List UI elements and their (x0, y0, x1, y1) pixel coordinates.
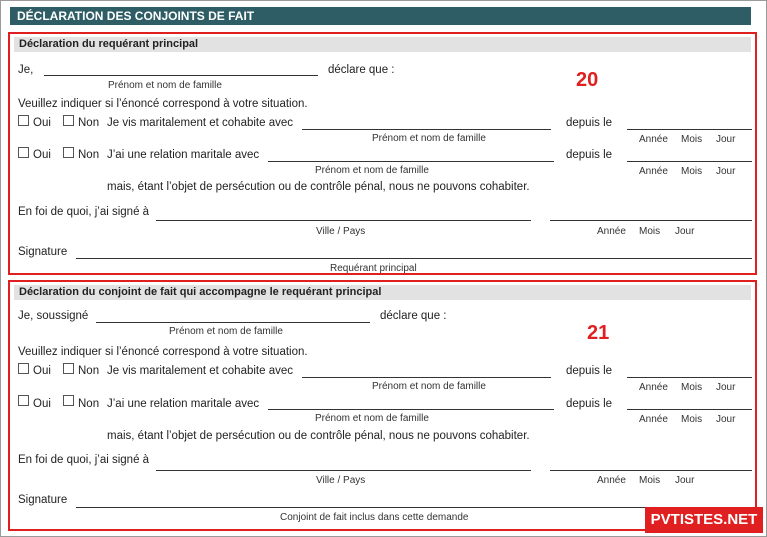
partner-name-field-2[interactable] (268, 161, 554, 162)
signature-label: Signature (18, 494, 68, 506)
section-title: Déclaration du conjoint de fait qui accompagne le requérant principal (14, 285, 751, 300)
date-field-1[interactable] (627, 377, 752, 378)
indicate-text: Veuillez indiquer si l’énoncé correspond à votre situation. (18, 346, 308, 358)
month-caption: Mois (681, 382, 703, 393)
signer-caption: Conjoint de fait inclus dans cette demande (280, 512, 469, 523)
section-title: Déclaration du requérant principal (14, 37, 751, 52)
year-caption: Année (639, 414, 668, 425)
no-label: Non (78, 149, 100, 161)
statement-cohabit: Je vis maritalement et cohabite avec (107, 365, 294, 377)
name-caption: Prénom et nom de famille (169, 326, 283, 337)
statement-relation: J’ai une relation maritale avec (107, 398, 260, 410)
no-label: Non (78, 117, 100, 129)
no-checkbox-cohabit[interactable] (63, 115, 74, 126)
persecution-text: mais, étant l’objet de persécution ou de contrôle pénal, nous ne pouvons cohabiter. (107, 181, 530, 193)
yes-checkbox-cohabit[interactable] (18, 363, 29, 374)
city-country-field[interactable] (156, 220, 531, 221)
no-checkbox-relation[interactable] (63, 395, 74, 406)
sign-date-field[interactable] (550, 470, 752, 471)
statement-cohabit: Je vis maritalement et cohabite avec (107, 117, 294, 129)
partner-name-caption-2: Prénom et nom de famille (315, 413, 429, 424)
since-label-2: depuis le (566, 149, 613, 161)
signer-caption: Requérant principal (330, 263, 417, 274)
no-label: Non (78, 365, 100, 377)
month-caption: Mois (681, 166, 703, 177)
yes-checkbox-relation[interactable] (18, 147, 29, 158)
month-caption: Mois (681, 414, 703, 425)
statement-relation: J’ai une relation maritale avec (107, 149, 260, 161)
yes-label: Oui (33, 117, 51, 129)
yes-label: Oui (33, 149, 51, 161)
date-field-2[interactable] (627, 161, 752, 162)
day-caption: Jour (675, 226, 695, 237)
signed-at-label: En foi de quoi, j’ai signé à (18, 206, 150, 218)
partner-name-field-2[interactable] (268, 409, 554, 410)
partner-name-caption-1: Prénom et nom de famille (372, 133, 486, 144)
day-caption: Jour (716, 166, 736, 177)
partner-name-field-1[interactable] (302, 129, 551, 130)
yes-label: Oui (33, 398, 51, 410)
section-principal-applicant (8, 32, 757, 275)
partner-name-caption-2: Prénom et nom de famille (315, 165, 429, 176)
day-caption: Jour (716, 414, 736, 425)
declarant-name-field[interactable] (96, 322, 370, 323)
no-checkbox-cohabit[interactable] (63, 363, 74, 374)
year-caption: Année (639, 166, 668, 177)
city-country-caption: Ville / Pays (316, 226, 366, 237)
annotation-number: 20 (576, 69, 599, 91)
intro-prefix: Je, soussigné (18, 310, 89, 322)
declare-label: déclare que : (328, 64, 395, 76)
form-header: DÉCLARATION DES CONJOINTS DE FAIT (10, 7, 751, 25)
annotation-number: 21 (587, 322, 610, 344)
year-caption: Année (597, 475, 626, 486)
no-checkbox-relation[interactable] (63, 147, 74, 158)
declarant-name-field[interactable] (44, 75, 318, 76)
day-caption: Jour (716, 134, 736, 145)
day-caption: Jour (675, 475, 695, 486)
name-caption: Prénom et nom de famille (108, 80, 222, 91)
intro-prefix: Je, (18, 64, 34, 76)
indicate-text: Veuillez indiquer si l’énoncé correspond à votre situation. (18, 98, 308, 110)
since-label-1: depuis le (566, 117, 613, 129)
month-caption: Mois (639, 475, 661, 486)
year-caption: Année (639, 134, 668, 145)
since-label-2: depuis le (566, 398, 613, 410)
city-country-field[interactable] (156, 470, 531, 471)
signature-label: Signature (18, 246, 68, 258)
date-field-1[interactable] (627, 129, 752, 130)
no-label: Non (78, 398, 100, 410)
persecution-text: mais, étant l’objet de persécution ou de contrôle pénal, nous ne pouvons cohabiter. (107, 430, 530, 442)
date-field-2[interactable] (627, 409, 752, 410)
day-caption: Jour (716, 382, 736, 393)
partner-name-caption-1: Prénom et nom de famille (372, 381, 486, 392)
section-common-law-partner (8, 280, 757, 531)
year-caption: Année (639, 382, 668, 393)
yes-checkbox-cohabit[interactable] (18, 115, 29, 126)
since-label-1: depuis le (566, 365, 613, 377)
city-country-caption: Ville / Pays (316, 475, 366, 486)
year-caption: Année (597, 226, 626, 237)
watermark-badge: PVTISTES.NET (645, 507, 763, 533)
signed-at-label: En foi de quoi, j’ai signé à (18, 454, 150, 466)
sign-date-field[interactable] (550, 220, 752, 221)
partner-name-field-1[interactable] (302, 377, 551, 378)
month-caption: Mois (639, 226, 661, 237)
yes-label: Oui (33, 365, 51, 377)
declare-label: déclare que : (380, 310, 447, 322)
month-caption: Mois (681, 134, 703, 145)
yes-checkbox-relation[interactable] (18, 395, 29, 406)
signature-field[interactable] (76, 258, 752, 259)
